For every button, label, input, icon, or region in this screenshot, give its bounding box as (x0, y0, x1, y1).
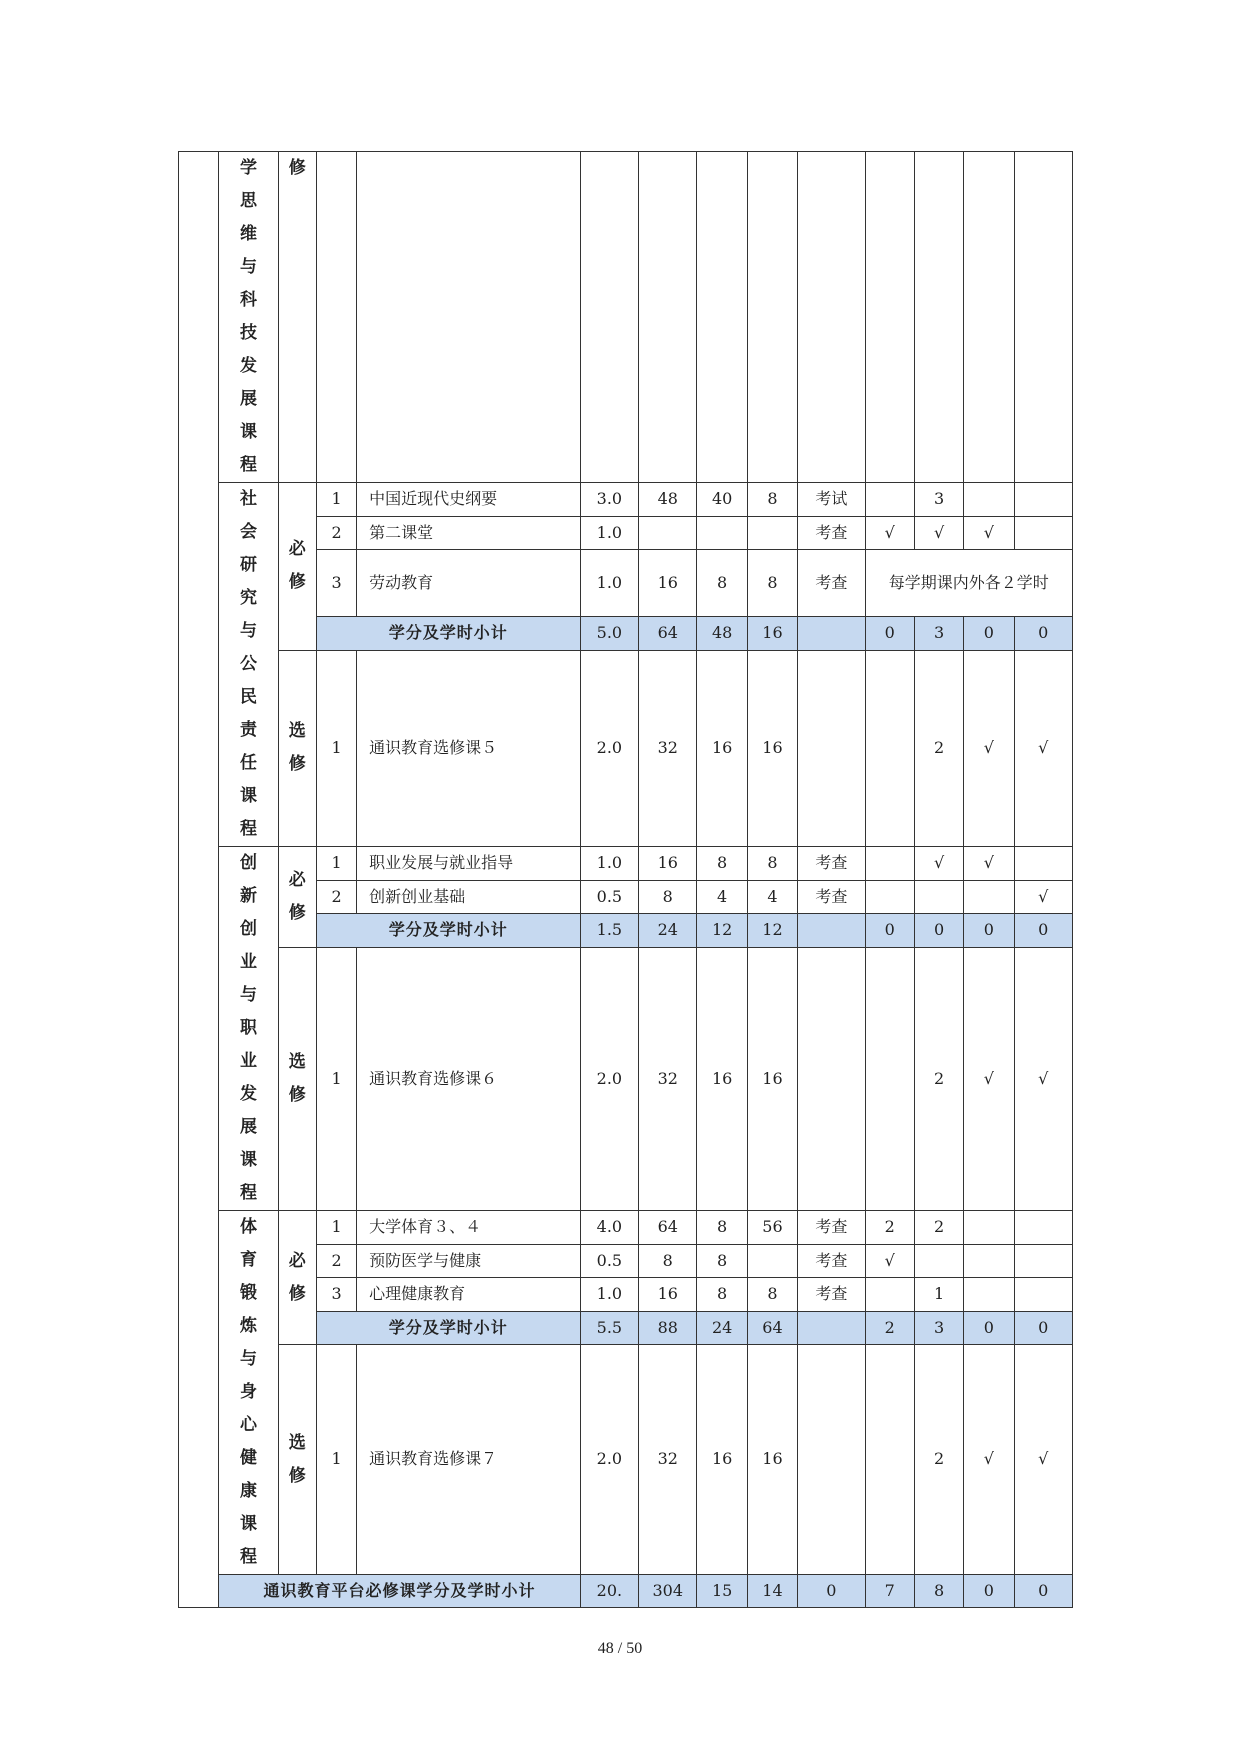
course-type-cell: 选修 (278, 1345, 316, 1575)
table-row: 社会研究与公民责任课程 必修 1 中国近现代史纲要 3.0 48 40 8 考试 3 (179, 483, 1073, 517)
table-row (179, 152, 1073, 483)
course-name: 第二课堂 (357, 516, 581, 550)
course-name: 预防医学与健康 (357, 1244, 581, 1278)
table-row: 2 第二课堂 1.0 考查 √ √ √ (179, 516, 1073, 550)
subtotal-row: 学分及学时小计 1.5 24 12 12 0 0 0 0 (179, 914, 1073, 948)
course-name: 大学体育３、４ (357, 1211, 581, 1245)
course-type-cell: 选修 (278, 650, 316, 846)
course-name: 通识教育选修课５ (357, 650, 581, 846)
subtotal-row: 学分及学时小计 5.5 88 24 64 2 3 0 0 (179, 1311, 1073, 1345)
table-row: 3 劳动教育 1.0 16 8 8 考查 每学期课内外各２学时 (179, 550, 1073, 617)
course-type-cell: 选修 (278, 947, 316, 1210)
platform-total-row: 通识教育平台必修课学分及学时小计 20. 304 15 14 0 7 8 0 0 (179, 1575, 1073, 1608)
table-row: 体育锻炼与身心健康课程 必修 1 大学体育３、４ 4.0 64 8 56 考查 2 2 (179, 1211, 1073, 1245)
page-number: 48 / 50 (597, 1640, 643, 1657)
table-row: 2 创新创业基础 0.5 8 4 4 考查 √ (179, 880, 1073, 914)
table-row: 创新创业与职业发展课程 必修 1 职业发展与就业指导 1.0 16 8 8 考查 √ √ (179, 847, 1073, 881)
course-name: 劳动教育 (357, 550, 581, 617)
course-type-cell: 必修 (278, 847, 316, 948)
course-type-cell: 修 (278, 152, 316, 483)
table-row: 选修 1 通识教育选修课６ 2.0 32 16 16 2 √ √ (179, 947, 1073, 1210)
table-row: 选修 1 通识教育选修课５ 2.0 32 16 16 2 √ √ (179, 650, 1073, 846)
course-type-cell: 必修 (278, 1211, 316, 1345)
category-cell: 学思维与科技发展课程 (219, 152, 278, 483)
course-name: 职业发展与就业指导 (357, 847, 581, 881)
category-cell: 体育锻炼与身心健康课程 (219, 1211, 278, 1575)
course-name: 中国近现代史纲要 (357, 483, 581, 517)
table-row: 3 心理健康教育 1.0 16 8 8 考查 1 (179, 1278, 1073, 1312)
category-cell: 社会研究与公民责任课程 (219, 483, 278, 847)
course-name: 通识教育选修课７ (357, 1345, 581, 1575)
platform-column (179, 152, 219, 1608)
table-row: 选修 1 通识教育选修课７ 2.0 32 16 16 2 √ √ (179, 1345, 1073, 1575)
course-type-cell: 必修 (278, 483, 316, 651)
course-name: 创新创业基础 (357, 880, 581, 914)
curriculum-table (178, 151, 1073, 1608)
category-cell: 创新创业与职业发展课程 (219, 847, 278, 1211)
semester-note: 每学期课内外各２学时 (865, 550, 1072, 617)
subtotal-row: 学分及学时小计 5.0 64 48 16 0 3 0 0 (179, 617, 1073, 651)
course-name: 通识教育选修课６ (357, 947, 581, 1210)
course-name: 心理健康教育 (357, 1278, 581, 1312)
table-row: 2 预防医学与健康 0.5 8 8 考查 √ (179, 1244, 1073, 1278)
